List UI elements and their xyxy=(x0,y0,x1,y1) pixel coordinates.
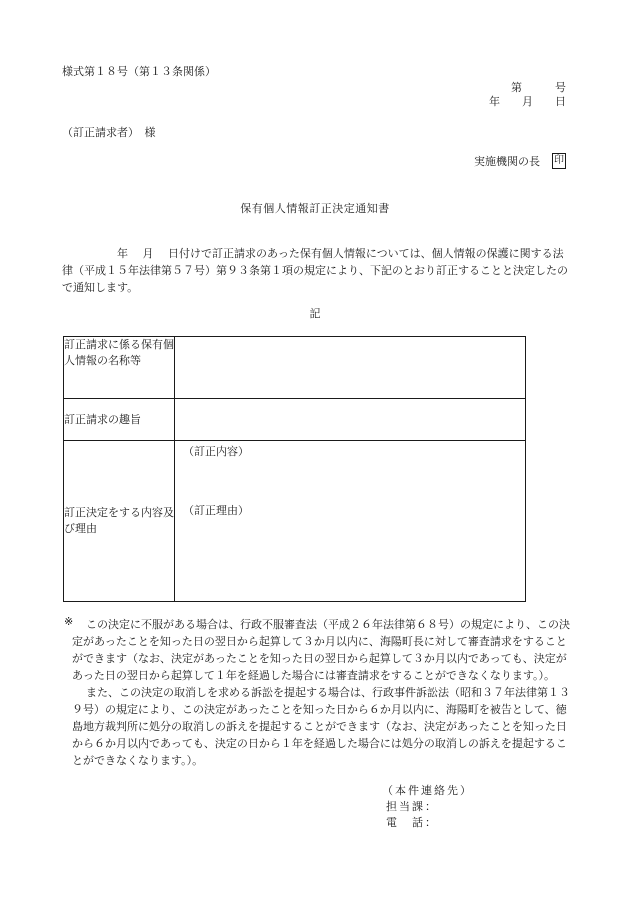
form-number: 様式第１８号（第１３条関係） xyxy=(62,65,216,78)
row-value-decision xyxy=(175,441,526,602)
row-label-decision: 訂正決定をする内容及び理由 xyxy=(64,441,175,602)
table-row xyxy=(64,441,526,602)
table-row xyxy=(64,399,526,441)
date-label: 年 月 日 xyxy=(489,95,566,108)
notes-section xyxy=(72,616,572,769)
contact-heading: （本件連絡先） xyxy=(382,784,473,797)
row-value-request-purpose xyxy=(175,399,526,441)
row-label-request-purpose: 訂正請求の趣旨 xyxy=(64,399,175,441)
document-number-label: 第 号 xyxy=(511,81,566,94)
note-mark: ※ xyxy=(64,615,74,628)
contact-person: 担当課： xyxy=(386,800,438,813)
contact-block xyxy=(382,783,473,831)
ki-heading: 記 xyxy=(309,307,321,320)
correction-table xyxy=(63,336,526,602)
row-label-info-name: 訂正請求に係る保有個人情報の名称等 xyxy=(64,337,175,399)
seal-mark: 印 xyxy=(552,153,566,169)
recipient-line: （訂正請求者） 様 xyxy=(62,126,156,139)
sender-label: 実施機関の長 xyxy=(474,154,540,168)
row-value-info-name xyxy=(175,337,526,399)
table-row xyxy=(64,337,526,399)
correction-content-label: （訂正内容） xyxy=(183,445,249,458)
note-paragraph-appeal: この決定に不服がある場合は、行政不服審査法（平成２６年法律第６８号）の規定により、この決定があったことを知った日の翌日から起算して３か月以内に、海陽町長に対して審査請求をすることができます（なお、決定があったことを知った日の翌日から起算して３か月以内であっても、決定があった日の翌日から起算して１年を経過した場合には審査請求をすることができなくなります。）。 xyxy=(72,618,570,682)
sender-line xyxy=(474,153,566,169)
notice-body: 年 月 日付けで訂正請求のあった保有個人情報については、個人情報の保護に関する法律（平成１５年法律第５７号）第９３条第１項の規定により、下記のとおり訂正することと決定したので通知します。 xyxy=(62,247,568,294)
note-paragraph-lawsuit: また、この決定の取消しを求める訴訟を提起する場合は、行政事件訴訟法（昭和３７年法律第１３９号）の規定により、この決定があったことを知った日から６か月以内に、海陽町を被告として、徳島地方裁判所に処分の取消しの訴えを提起することができます（なお、決定があったことを知った日から６か月以内であっても、決定の日から１年を経過した場合には処分の取消しの訴えを提起することができなくなります。）。 xyxy=(72,686,570,767)
correction-reason-label: （訂正理由） xyxy=(183,504,249,517)
document-title: 保有個人情報訂正決定通知書 xyxy=(240,202,390,215)
contact-phone: 電 話： xyxy=(386,816,438,829)
